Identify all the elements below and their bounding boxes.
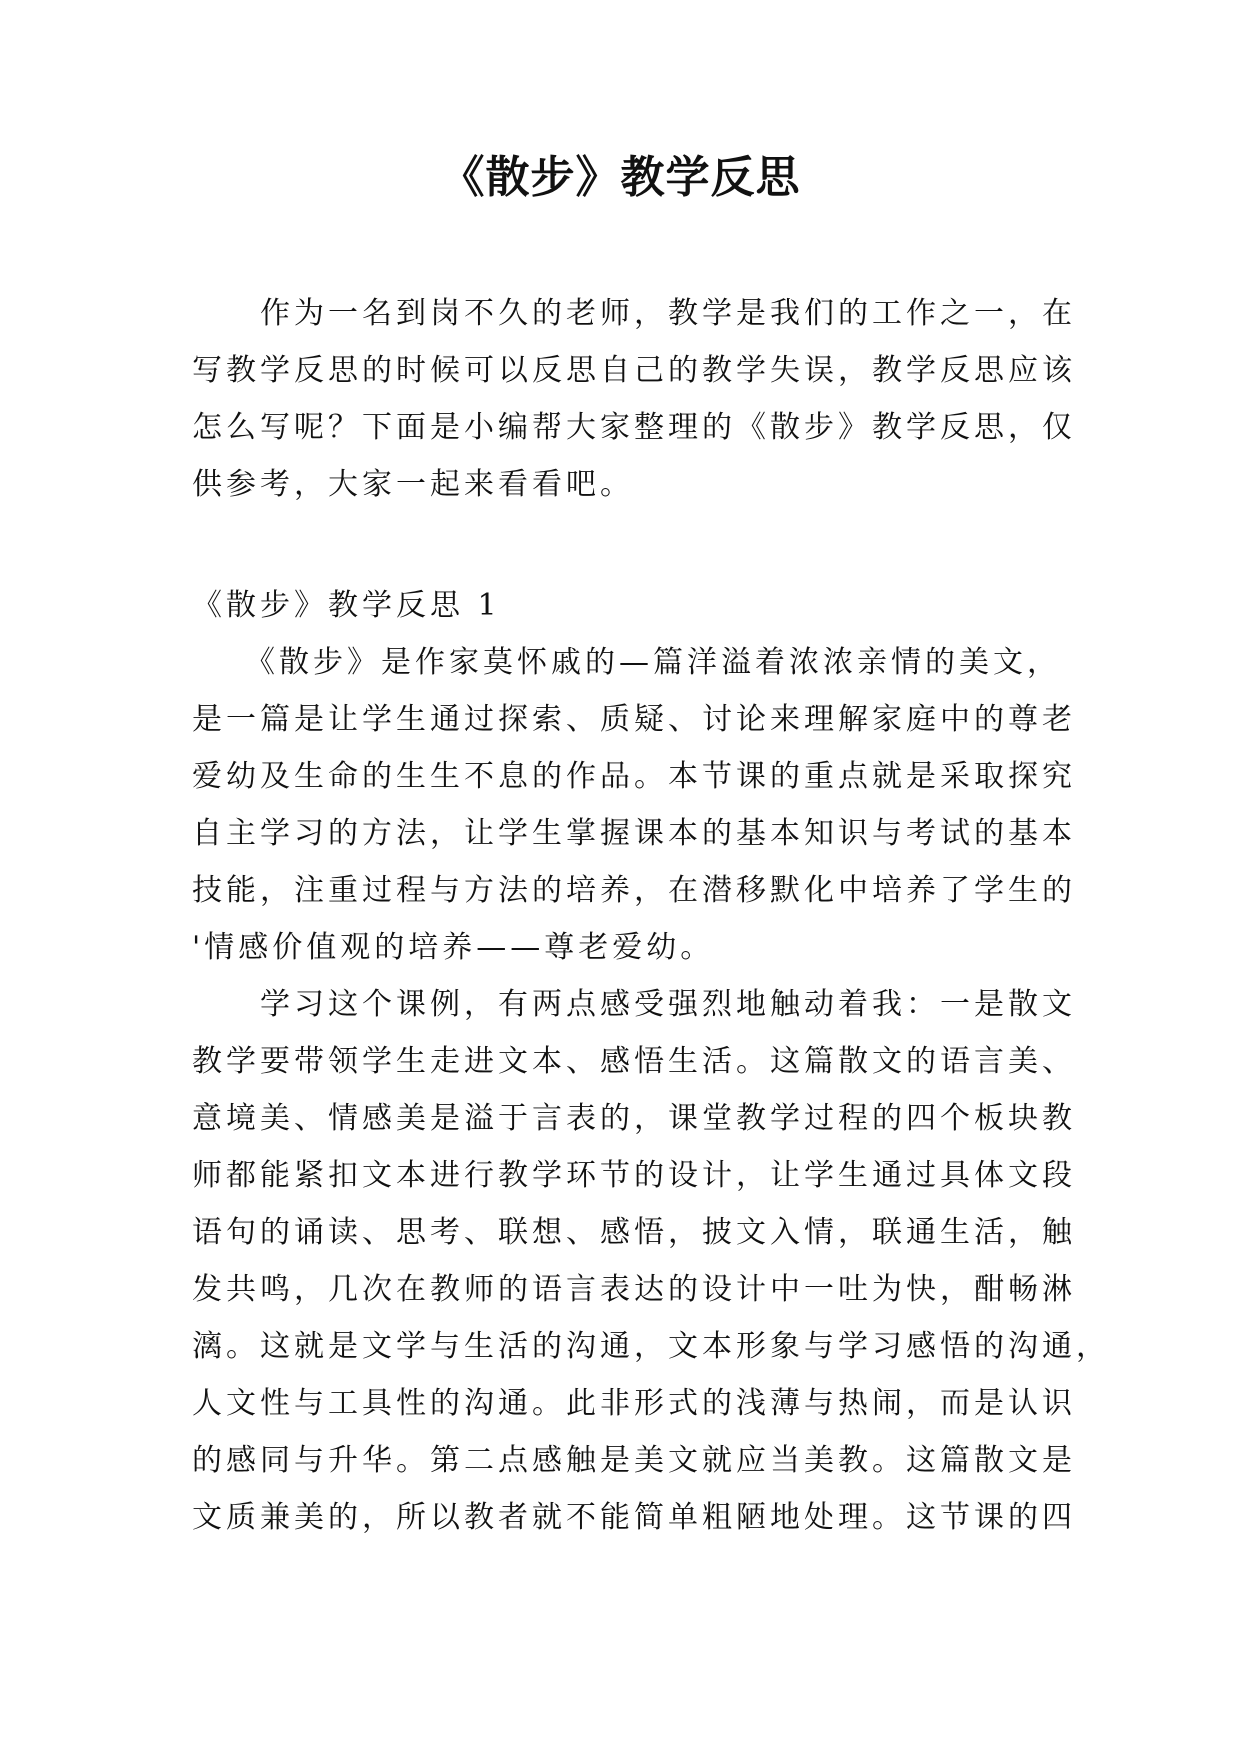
section-line: 人文性与工具性的沟通。此非形式的浅薄与热闹，而是认识 bbox=[192, 1386, 1076, 1421]
section-line: 学习这个课例，有两点感受强烈地触动着我：一是散文 bbox=[192, 987, 1076, 1022]
section-line: 技能，注重过程与方法的培养，在潜移默化中培养了学生的 bbox=[192, 873, 1076, 908]
section-line: 《散步》是作家莫怀戚的—篇洋溢着浓浓亲情的美文， bbox=[192, 645, 1061, 680]
intro-line: 写教学反思的时候可以反思自己的教学失误，教学反思应该 bbox=[192, 353, 1076, 388]
intro-line: 作为一名到岗不久的老师，教学是我们的工作之一，在 bbox=[192, 296, 1076, 331]
section-line: 漓。这就是文学与生活的沟通，文本形象与学习感悟的沟通， bbox=[192, 1329, 1110, 1364]
section-line: 的感同与升华。第二点感触是美文就应当美教。这篇散文是 bbox=[192, 1443, 1076, 1478]
intro-line: 怎么写呢？下面是小编帮大家整理的《散步》教学反思，仅 bbox=[192, 410, 1076, 445]
section-line: 意境美、情感美是溢于言表的，课堂教学过程的四个板块教 bbox=[192, 1101, 1076, 1136]
document-title: 《散步》教学反思 bbox=[440, 152, 801, 203]
intro-line: 供参考，大家一起来看看吧。 bbox=[192, 467, 634, 502]
section-line: 自主学习的方法，让学生掌握课本的基本知识与考试的基本 bbox=[192, 816, 1076, 851]
section-line: 语句的诵读、思考、联想、感悟，披文入情，联通生活，触 bbox=[192, 1215, 1076, 1250]
section-line: 爱幼及生命的生生不息的作品。本节课的重点就是采取探究 bbox=[192, 759, 1076, 794]
section-line: '情感价值观的培养——尊老爱幼。 bbox=[192, 930, 715, 965]
section-line: 师都能紧扣文本进行教学环节的设计，让学生通过具体文段 bbox=[192, 1158, 1076, 1193]
section-line: 文质兼美的，所以教者就不能简单粗陋地处理。这节课的四 bbox=[192, 1500, 1076, 1535]
section-line: 教学要带领学生走进文本、感悟生活。这篇散文的语言美、 bbox=[192, 1044, 1076, 1079]
section-line: 发共鸣，几次在教师的语言表达的设计中一吐为快，酣畅淋 bbox=[192, 1272, 1076, 1307]
section-line: 是一篇是让学生通过探索、质疑、讨论来理解家庭中的尊老 bbox=[192, 702, 1076, 737]
intro-paragraph bbox=[192, 285, 1076, 513]
section-1 bbox=[192, 577, 1110, 1546]
section-heading: 《散步》教学反思 1 bbox=[192, 588, 501, 623]
